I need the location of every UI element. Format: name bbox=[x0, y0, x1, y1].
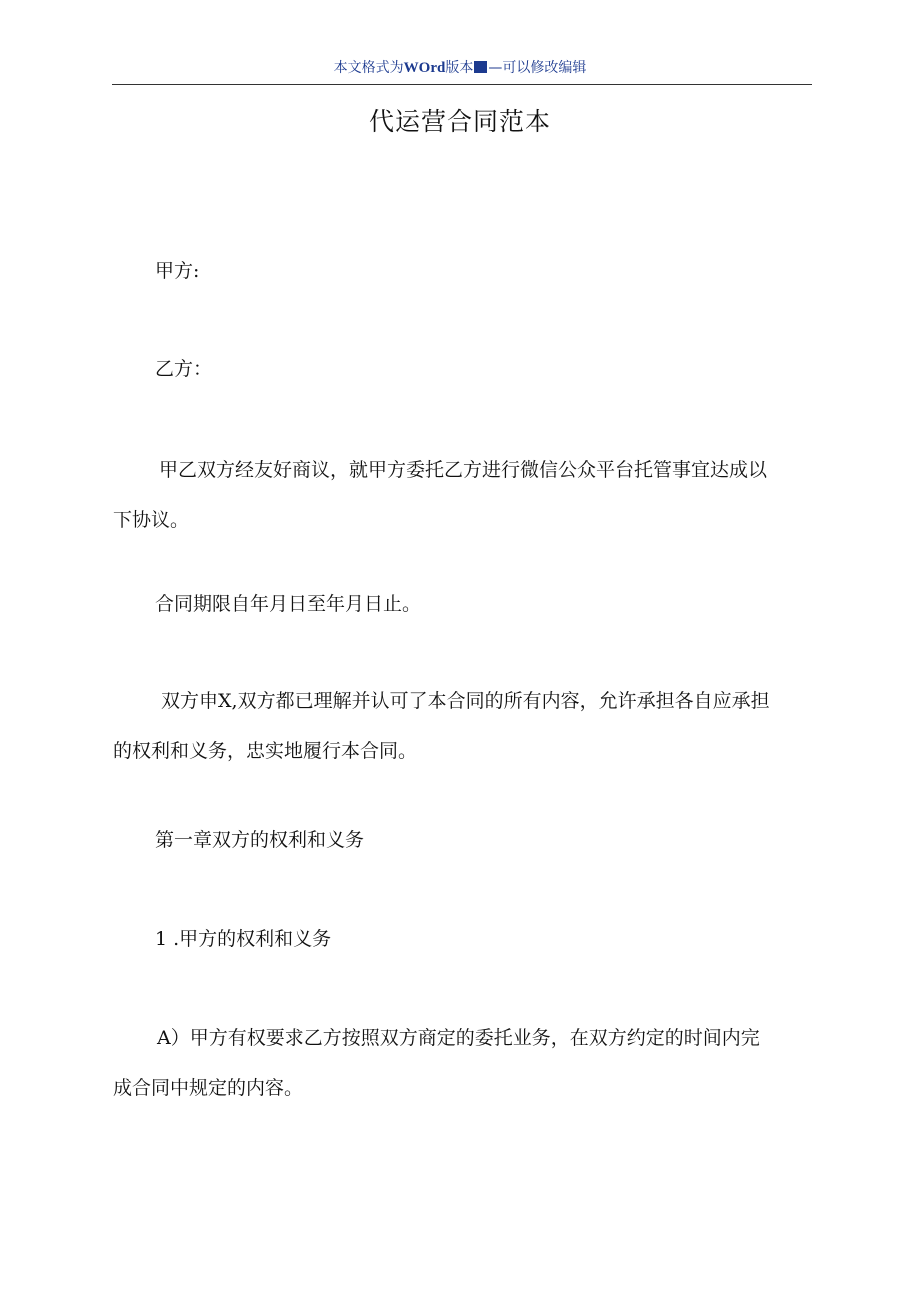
party-a-line bbox=[113, 246, 813, 296]
agreement-line-1: 双方申X,双方都已理解并认可了本合同的所有内容，允许承担各自应承担 bbox=[161, 690, 770, 712]
party-b-line bbox=[113, 344, 813, 394]
party-b-label: 乙方： bbox=[155, 358, 213, 380]
term-paragraph bbox=[113, 579, 813, 629]
page-header bbox=[0, 58, 920, 78]
section-1-heading bbox=[113, 914, 813, 964]
chapter-1-text: 第一章双方的权利和义务 bbox=[155, 829, 365, 851]
header-suffix-b: —可以修改编辑 bbox=[488, 60, 587, 76]
item-a-line-2: 成合同中规定的内容。 bbox=[113, 1077, 304, 1099]
chapter-1-heading bbox=[113, 815, 813, 865]
agreement-line-2: 的权利和义务，忠实地履行本合同。 bbox=[113, 740, 418, 762]
section-1-text: 1 .甲方的权利和义务 bbox=[155, 928, 332, 950]
intro-line-1: 甲乙双方经友好商议，就甲方委托乙方进行微信公众平台托管事宜达成以 bbox=[159, 459, 768, 481]
header-divider bbox=[112, 84, 812, 85]
item-a-paragraph bbox=[113, 1013, 813, 1113]
intro-line-2: 下协议。 bbox=[113, 509, 190, 531]
term-text: 合同期限自年月日至年月日止。 bbox=[155, 593, 422, 615]
intro-paragraph bbox=[113, 445, 813, 545]
header-suffix-a: 版本 bbox=[445, 60, 474, 76]
header-block-icon bbox=[474, 61, 487, 73]
header-prefix: 本文格式为 bbox=[333, 60, 404, 76]
item-a-line-1: A）甲方有权要求乙方按照双方商定的委托业务，在双方约定的时间内完 bbox=[157, 1027, 760, 1049]
agreement-paragraph bbox=[113, 676, 813, 776]
document-title: 代运营合同范本 bbox=[368, 107, 551, 136]
party-a-label: 甲方: bbox=[155, 260, 200, 282]
header-word-label: WOrd bbox=[403, 60, 446, 76]
